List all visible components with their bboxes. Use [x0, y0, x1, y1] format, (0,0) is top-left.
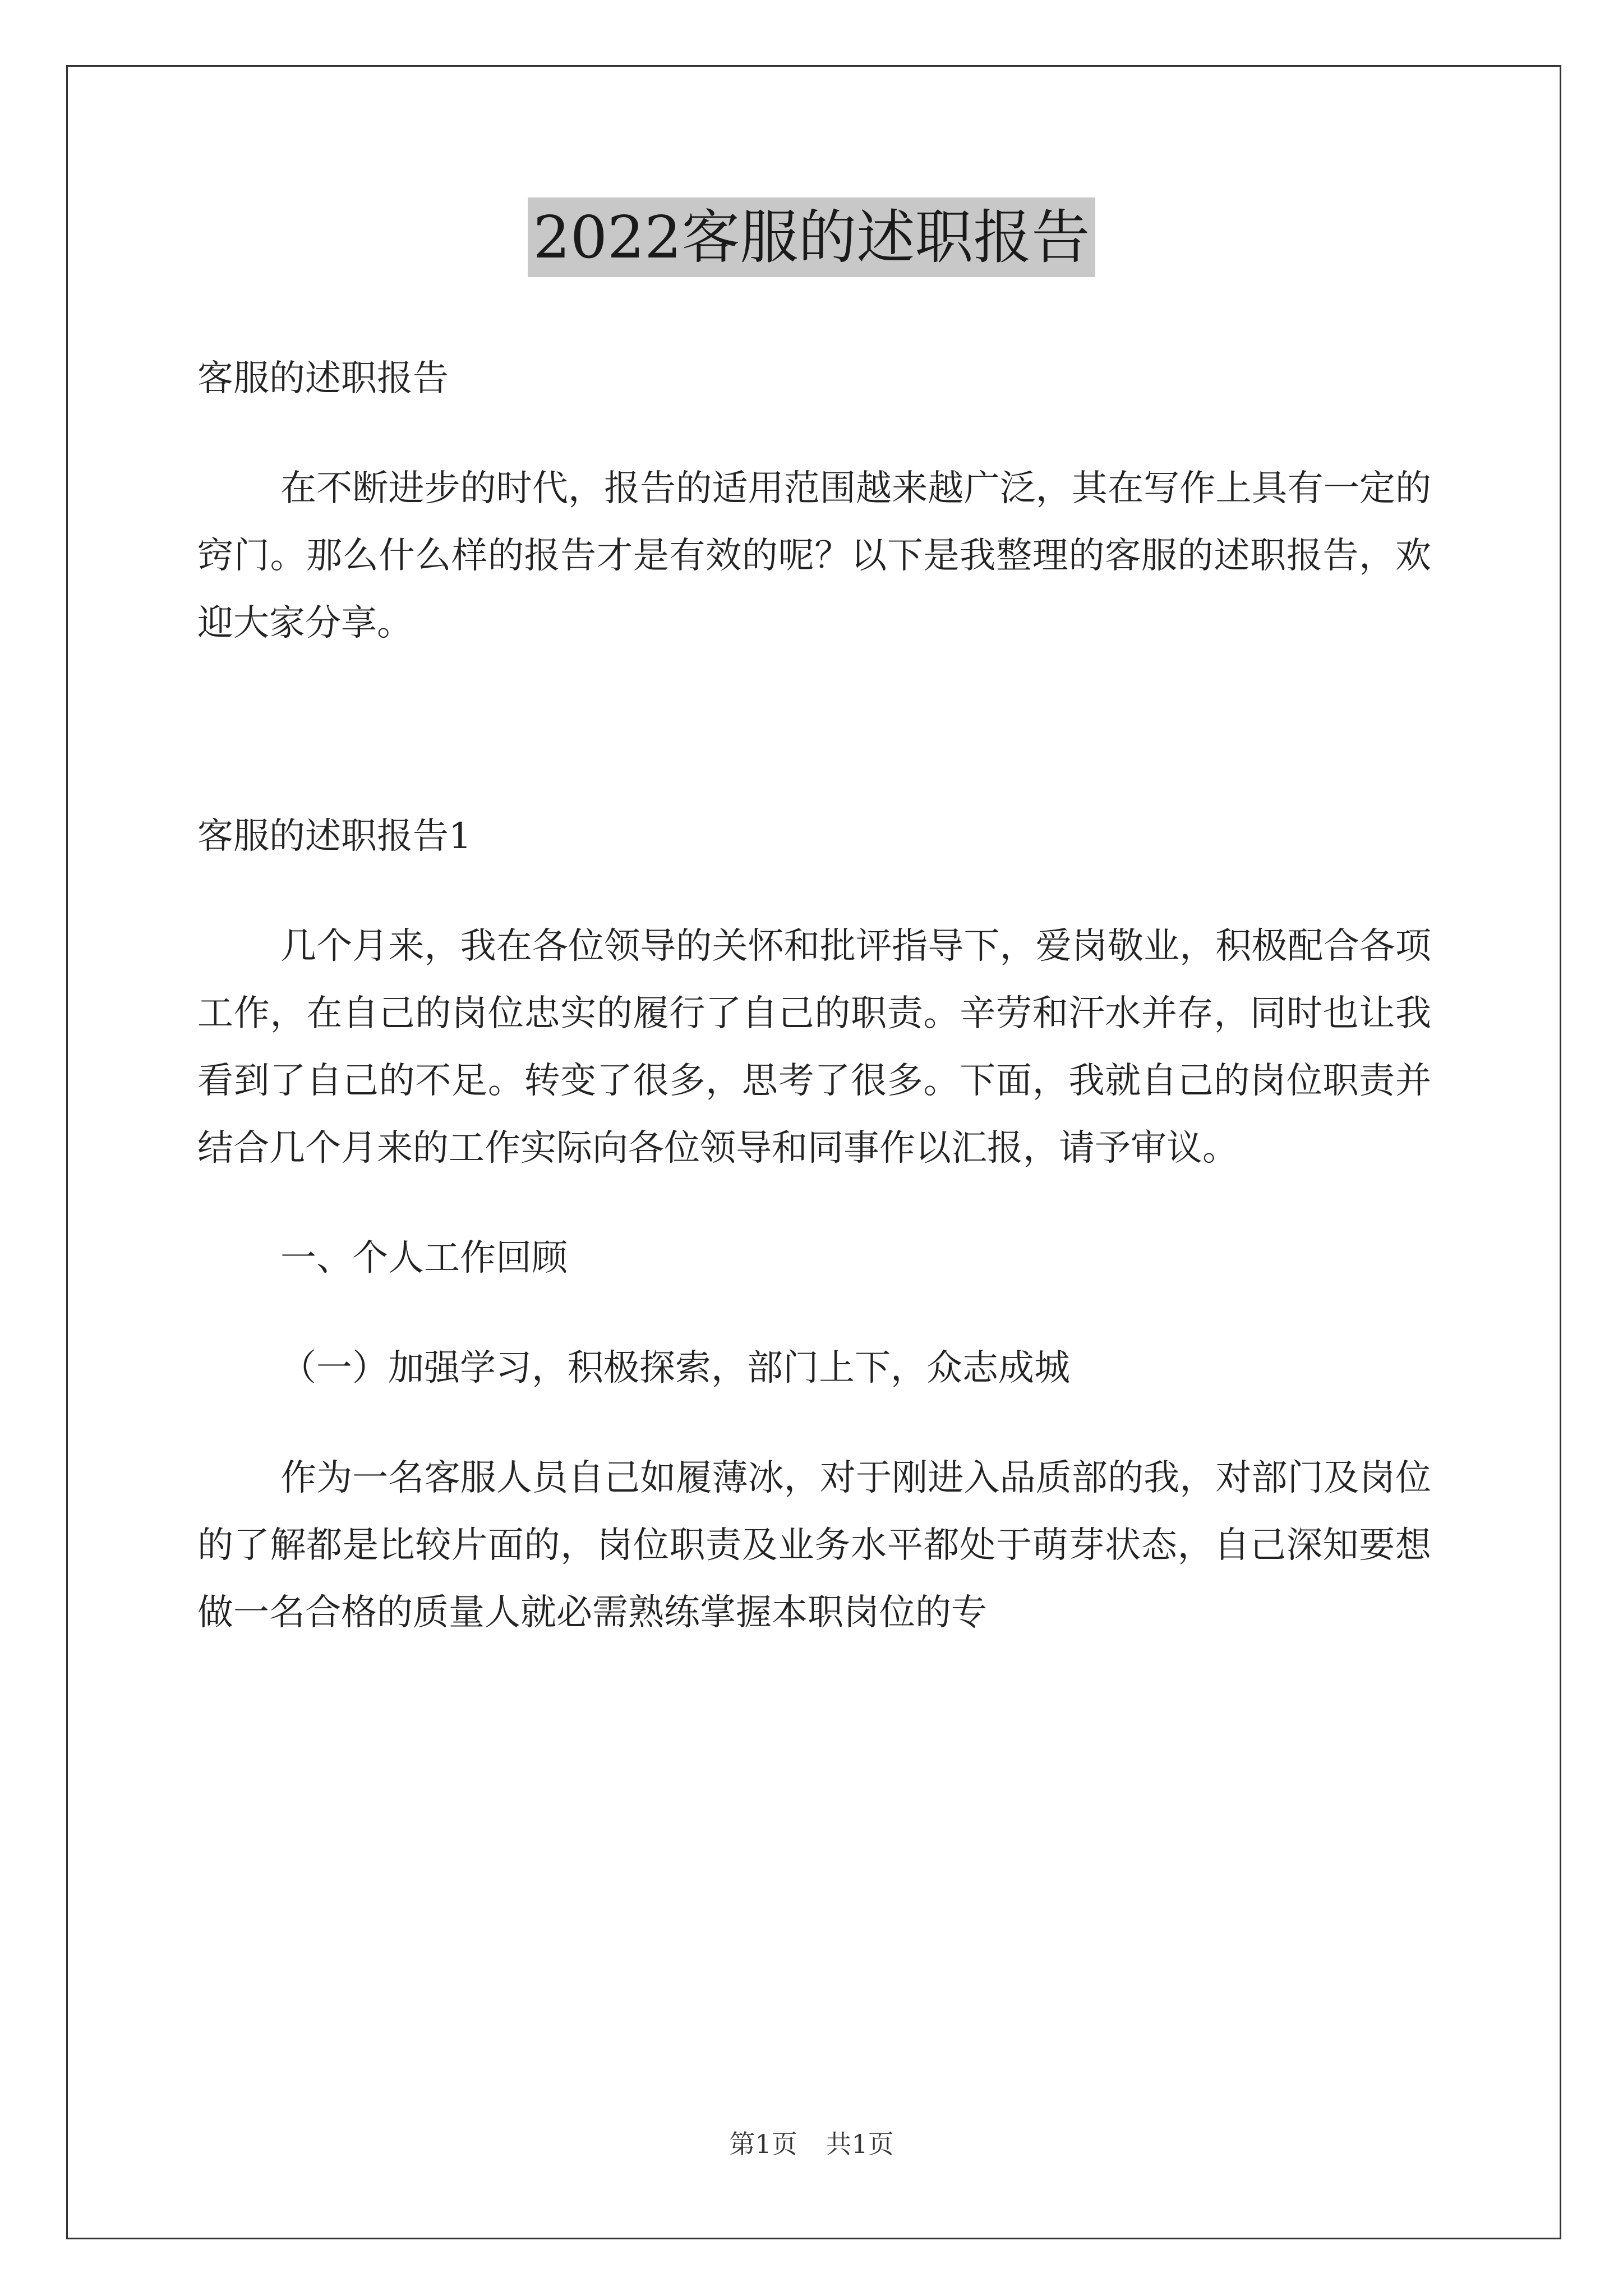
- page-footer: [0, 2127, 1623, 2161]
- intro-paragraph: 在不断进步的时代，报告的适用范围越来越广泛，其在写作上具有一定的窍门。那么什么样的报告才是有效的呢？以下是我整理的客服的述职报告，欢迎大家分享。: [197, 468, 1431, 644]
- body-paragraph: 几个月来，我在各位领导的关怀和批评指导下，爱岗敬业，积极配合各项工作，在自己的岗位忠实的履行了自己的职责。辛劳和汗水并存，同时也让我看到了自己的不足。转变了很多，思考了很多。下面，我就自己的岗位职责并结合几个月来的工作实际向各位领导和同事作以汇报，请予审议。: [197, 926, 1431, 1169]
- subsection-heading: （一）加强学习，积极探索，部门上下，众志成城: [280, 1347, 1070, 1389]
- body-paragraph: 作为一名客服人员自己如履薄冰，对于刚进入品质部的我，对部门及岗位的了解都是比较片面的，岗位职责及业务水平都处于萌芽状态，自己深知要想做一名合格的质量人就必需熟练掌握本职岗位的专: [197, 1457, 1431, 1634]
- section-heading-report-1: 客服的述职报告1: [197, 816, 472, 857]
- report-heading: 客服的述职报告: [197, 358, 449, 399]
- page-total: 共1页: [826, 2129, 894, 2159]
- title-container: [0, 197, 1623, 277]
- subsection-heading: 一、个人工作回顾: [280, 1237, 568, 1279]
- document-title: 2022客服的述职报告: [528, 197, 1096, 277]
- page-number: 第1页: [729, 2129, 797, 2159]
- document-body: [197, 345, 1431, 1689]
